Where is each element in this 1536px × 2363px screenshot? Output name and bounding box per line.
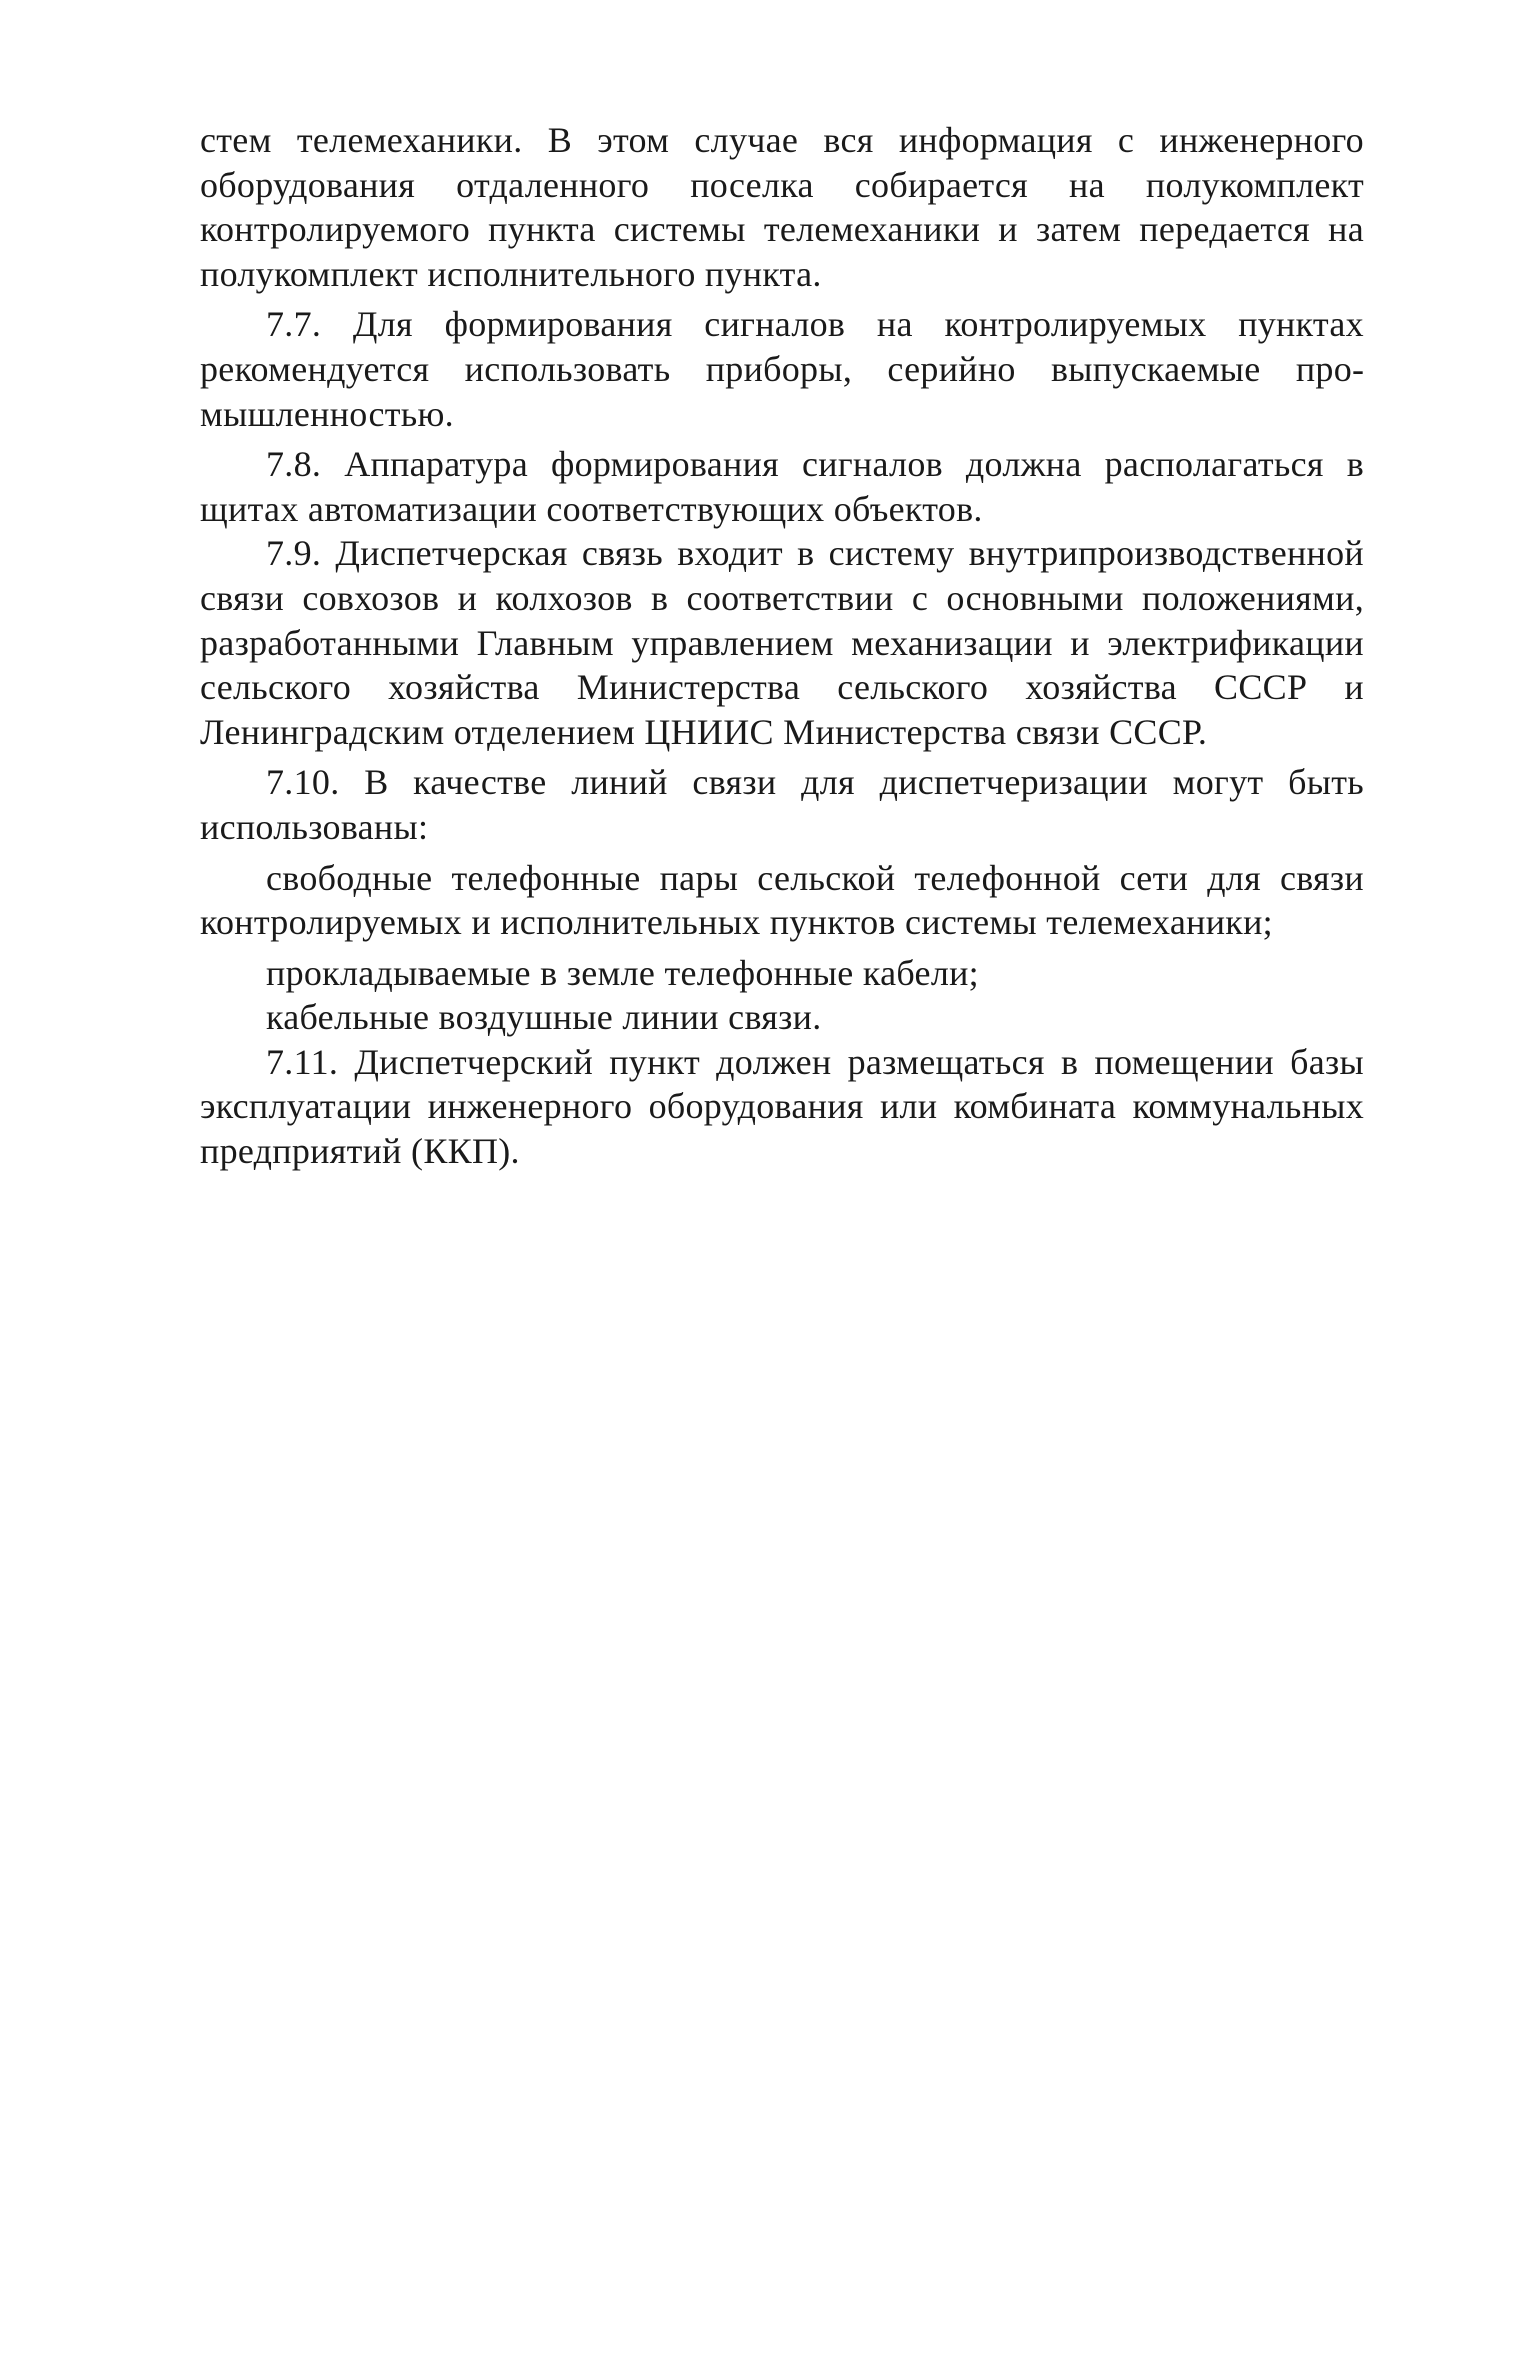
paragraph-number: 7.11. [266, 1041, 339, 1082]
paragraph-text: стем телемеханики. В этом случае вся информация с инженерного оборудования отдаленного поселка собирается на полукомплект контролируемого пункта системы телемеханики и затем передается на полукомплект исполнительного пункта. [200, 120, 1364, 294]
paragraph-number: 7.8. [266, 444, 322, 485]
paragraph-7-9 [200, 531, 1364, 754]
list-item-overhead-lines [200, 995, 1364, 1040]
document-page [200, 118, 1364, 1174]
list-item-telephone-pairs [200, 856, 1364, 945]
paragraph-number: 7.7. [266, 304, 322, 345]
paragraph-number: 7.10. [266, 762, 340, 803]
paragraph-text: В качестве линий связи для диспетчеризации могут быть использованы: [200, 762, 1364, 847]
paragraph-7-7 [200, 302, 1364, 436]
paragraph-continuation [200, 118, 1364, 296]
paragraph-number: 7.9. [266, 533, 322, 574]
paragraph-text: Диспетчерский пункт должен размещаться в помещении базы эксплуатации инженерного оборудования или комбината коммунальных предприятий (ККП). [200, 1041, 1364, 1172]
paragraph-text: прокладываемые в земле телефонные кабели; [266, 952, 979, 993]
list-item-ground-cables [200, 951, 1364, 996]
paragraph-text: кабельные воздушные линии связи. [266, 997, 822, 1038]
paragraph-text: Диспетчерская связь входит в систему внутрипроизводственной связи совхозов и колхозов в соответствии с основными положениями, разработанными Главным управлением механизации и электрификации сельского хозяйства Министерства сельского хозяйства СССР и Ленинградским отделением ЦНИИС Министерства связи СССР. [200, 533, 1364, 752]
paragraph-text: Аппаратура формирования сигналов должна располагаться в щитах автоматизации соответствующих объектов. [200, 444, 1364, 529]
paragraph-text: Для формирования сигналов на контролируемых пунктах рекомендуется использовать приборы, серийно выпускаемые промышленностью. [200, 304, 1364, 434]
paragraph-text: свободные телефонные пары сельской телефонной сети для связи контролируемых и исполнительных пунктов системы телемеханики; [200, 857, 1364, 943]
paragraph-7-11 [200, 1040, 1364, 1174]
paragraph-7-10 [200, 760, 1364, 849]
paragraph-7-8 [200, 442, 1364, 531]
